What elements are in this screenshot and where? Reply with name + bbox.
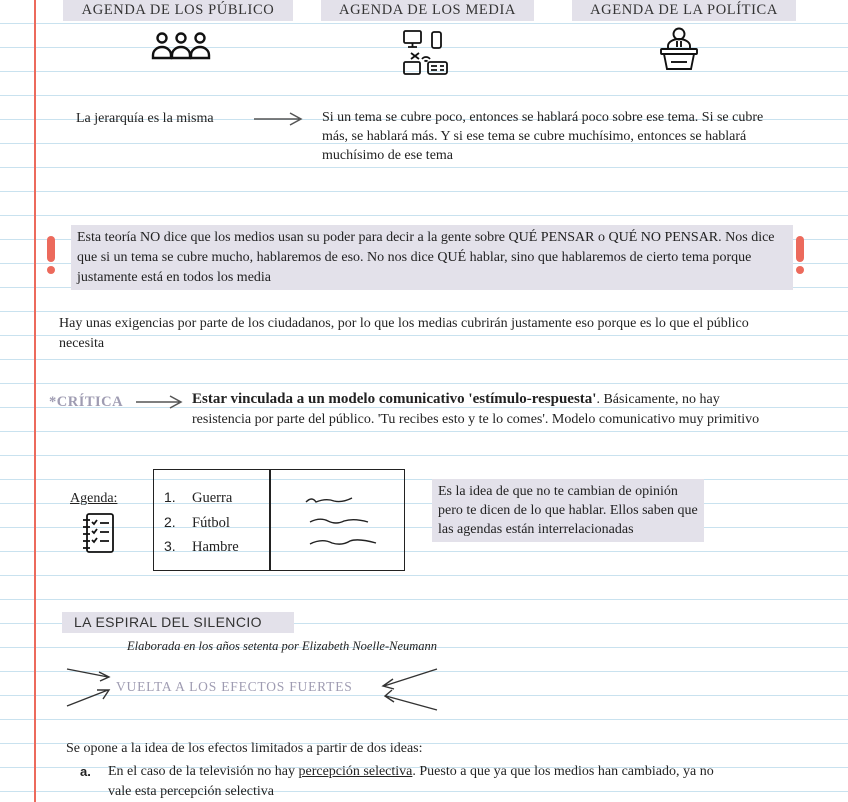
page-margin-line [34, 0, 36, 802]
section-title-espiral: LA ESPIRAL DEL SILENCIO [62, 612, 294, 633]
agenda-example-note: Es la idea de que no te cambian de opinión pero te dicen de lo que hablar. Ellos saben que las agendas están interrelacionadas [432, 479, 704, 542]
critica-bold: Estar vinculada a un modelo comunicativo 'estímulo-respuesta' [192, 391, 597, 407]
agenda-example-label: Agenda: [70, 491, 118, 506]
checklist-notebook-icon [80, 512, 116, 554]
agenda-media-chip: AGENDA DE LOS MEDIA [321, 0, 534, 21]
point-a-underlined: percepción selectiva [298, 764, 413, 779]
agenda-list [164, 486, 239, 560]
arrows-in-left-icon [64, 664, 116, 710]
arrows-in-right-icon [376, 664, 440, 714]
critica-label: *CRÍTICA [49, 394, 124, 410]
point-a-pre: En el caso de la televisión no hay [108, 764, 299, 779]
agenda-publico-chip: AGENDA DE LOS PÚBLICO [63, 0, 293, 21]
list-item: 3. Hambre [164, 538, 239, 555]
point-a-post: . Puesto a que ya que los medios han cambiado, ya no vale esta percepción selectiva [108, 764, 714, 799]
critica-rest: . Básicamente, no hay resistencia por parte del público. 'Tu recibes esto y te lo comes'. Modelo comunicativo muy primitivo [192, 392, 760, 427]
hierarchy-explanation: Si un tema se cubre poco, entonces se hablará poco sobre ese tema. Si se cubre más, se hablará más. Y si ese tema se cubre muchísimo, entonces se hablará muchísimo de ese tema [322, 110, 764, 163]
arrow-right-icon [252, 111, 304, 127]
demands-paragraph: Hay unas exigencias por parte de los ciudadanos, por lo que los medias cubrirán justamente eso porque es lo que el público necesita [59, 316, 749, 351]
scribble-lines [302, 492, 387, 554]
devices-icon [402, 29, 450, 77]
exclamation-icon [47, 236, 55, 274]
people-icon [150, 31, 212, 61]
vuelta-efectos-fuertes: VUELTA A LOS EFECTOS FUERTES [116, 679, 353, 694]
politician-icon [656, 26, 702, 70]
agenda-politica-chip: AGENDA DE LA POLÍTICA [572, 0, 796, 21]
hierarchy-label: La jerarquía es la misma [76, 111, 214, 126]
critica-text [192, 389, 782, 430]
arrow-right-icon [134, 394, 184, 410]
espiral-intro: Se opone a la idea de los efectos limitados a partir de dos ideas: [66, 741, 423, 756]
point-a-text [108, 762, 718, 802]
agenda-table [153, 469, 405, 571]
agenda-table-divider [269, 470, 271, 570]
exclamation-icon [796, 236, 804, 274]
note-box: Esta teoría NO dice que los medios usan su poder para decir a la gente sobre QUÉ PENSAR o QUÉ NO PENSAR. Nos dice que si un tema se cubre mucho, hablaremos de eso. No nos dice QUÉ hablar, sino que hablaremos de cierto tema porque justamente está en todos los media [71, 225, 793, 290]
espiral-subtitle: Elaborada en los años setenta por Elizabeth Noelle-Neumann [127, 639, 438, 653]
list-item: 1. Guerra [164, 489, 233, 506]
point-a-letter: a. [80, 764, 91, 779]
list-item: 2. Fútbol [164, 513, 230, 531]
